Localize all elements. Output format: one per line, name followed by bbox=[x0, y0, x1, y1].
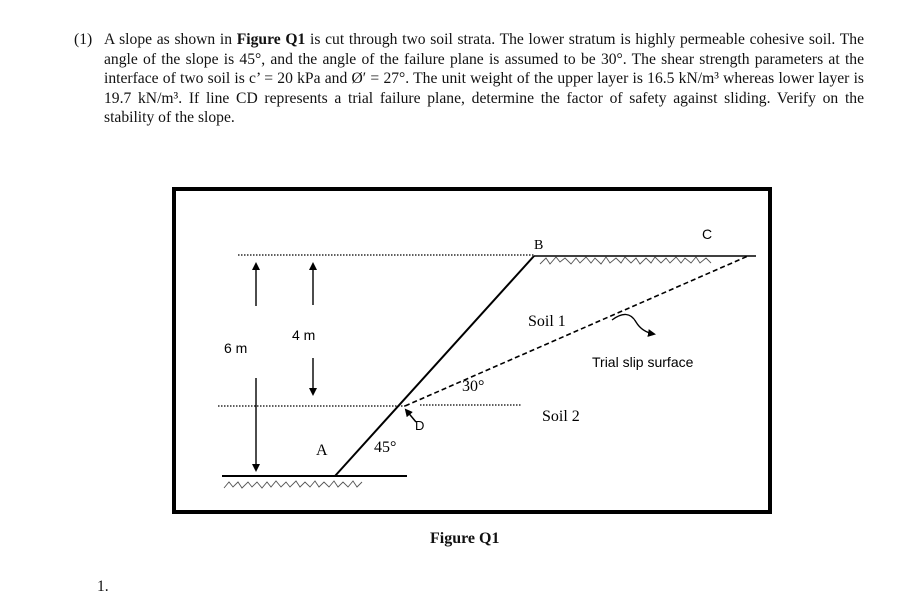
top-surface-hatching bbox=[540, 257, 711, 264]
question-number: (1) bbox=[74, 31, 93, 48]
figure-frame bbox=[174, 189, 770, 512]
dim-4m-label: 4 m bbox=[292, 327, 316, 343]
slip-label-arrow bbox=[612, 314, 654, 334]
figure-reference: Figure Q1 bbox=[236, 31, 306, 48]
point-b-label: B bbox=[534, 238, 544, 253]
question-text-part2: is cut through two soil strata. The lower stratum is highly permeable cohesive soil. The angle of the slope is 45°, and the angle of the failure plane is assumed to be 30°. The shear strength parameters at the interface of two soil is c’ = 20 kPa and Ø′ = 27°. The unit weight of the upper layer is 16.5 kN/m³ whereas lower layer is 19.7 kN/m³. If line CD represents a trial failure plane, determine the factor of safety against sliding. Verify on the stability of the slope. bbox=[104, 31, 864, 127]
point-c-label: C bbox=[702, 226, 713, 242]
question-text-part1: A slope as shown in bbox=[104, 31, 237, 48]
point-a-label: A bbox=[316, 442, 328, 459]
bottom-surface-hatching bbox=[224, 481, 362, 488]
angle-30-label: 30° bbox=[462, 378, 485, 395]
trial-slip-label: Trial slip surface bbox=[592, 354, 694, 370]
list-number: 1. bbox=[97, 578, 109, 595]
dim-6m-label: 6 m bbox=[224, 340, 248, 356]
angle-45-label: 45° bbox=[374, 439, 397, 456]
trial-failure-plane bbox=[405, 256, 748, 406]
soil2-label: Soil 2 bbox=[542, 408, 580, 425]
figure-caption: Figure Q1 bbox=[430, 530, 500, 547]
soil1-label: Soil 1 bbox=[528, 313, 566, 330]
slope-face bbox=[335, 256, 534, 476]
point-d-label: D bbox=[415, 418, 425, 433]
